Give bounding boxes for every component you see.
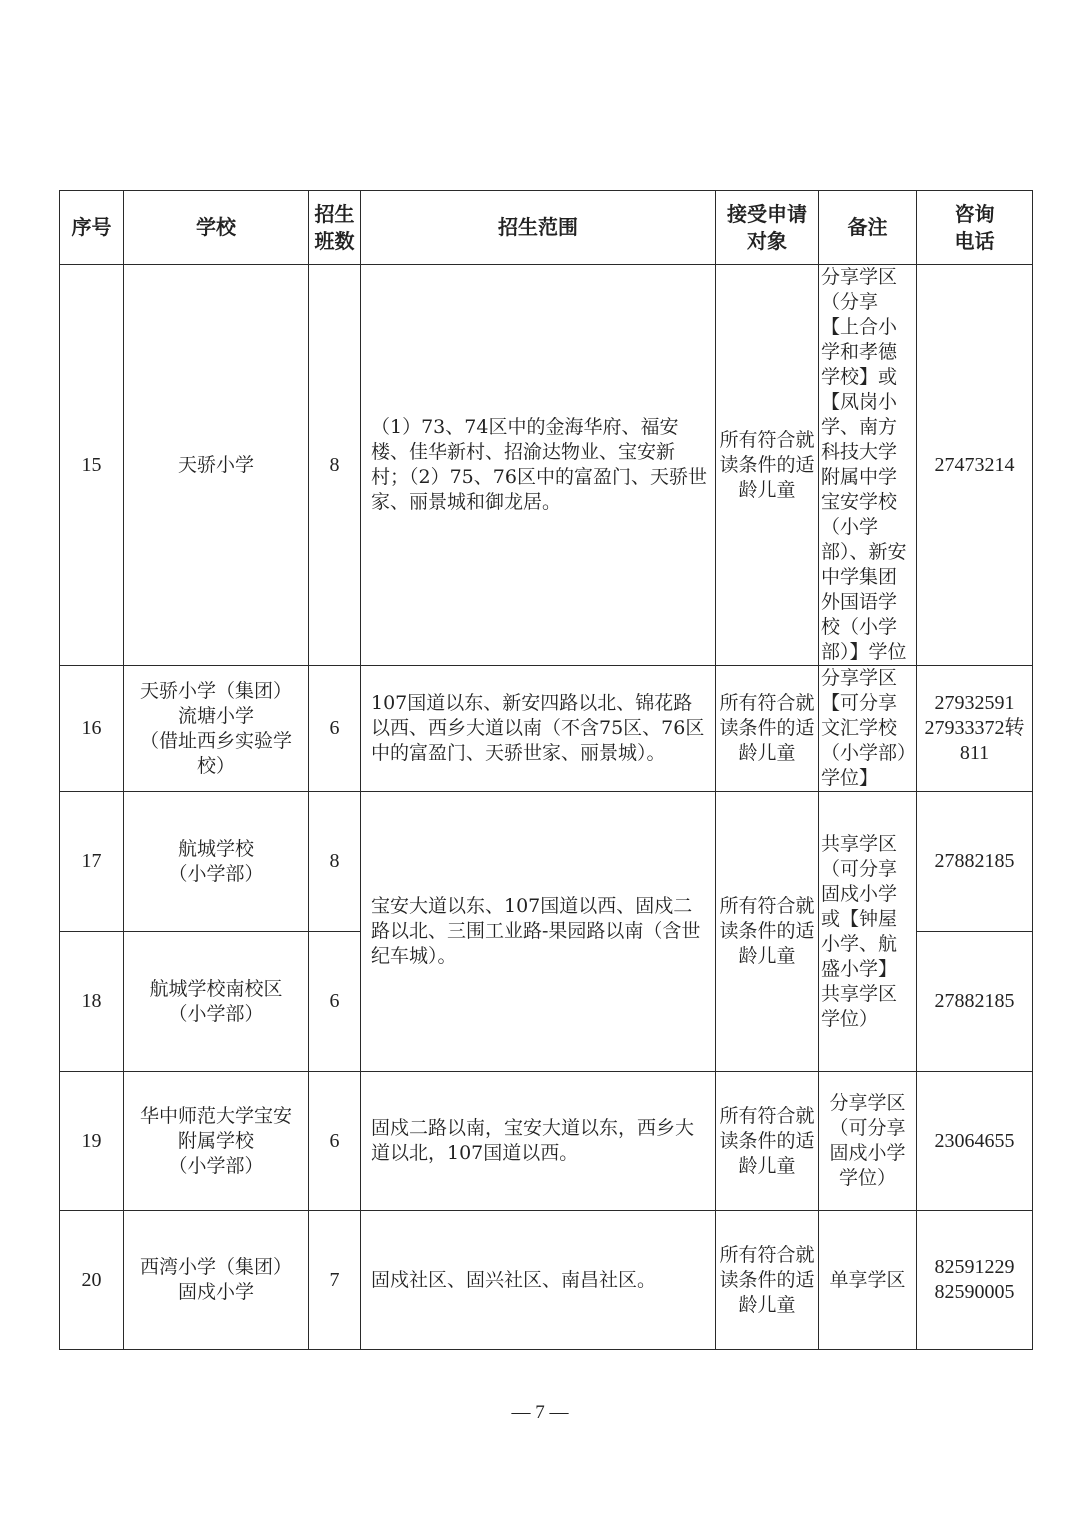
cell-seq: 18: [60, 932, 124, 1072]
cell-range: 固戍社区、固兴社区、南昌社区。: [361, 1211, 716, 1350]
cell-seq: 19: [60, 1072, 124, 1211]
cell-classes: 6: [309, 1072, 361, 1211]
cell-seq: 17: [60, 792, 124, 932]
header-row: [60, 191, 1033, 265]
cell-phone: 82591229 82590005: [917, 1211, 1033, 1350]
cell-target: 所有符合就读条件的适龄儿童: [716, 1211, 819, 1350]
table-row: [60, 792, 1033, 932]
cell-phone: 27882185: [917, 932, 1033, 1072]
cell-seq: 16: [60, 666, 124, 792]
cell-note: 共享学区（可分享固戍小学或【钟屋小学、航盛小学】共享学区学位）: [819, 792, 917, 1072]
cell-range: 固戍二路以南，宝安大道以东，西乡大道以北，107国道以西。: [361, 1072, 716, 1211]
header-classes: 招生 班数: [309, 191, 361, 265]
cell-school: 西湾小学（集团） 固戍小学: [124, 1211, 309, 1350]
cell-classes: 6: [309, 932, 361, 1072]
cell-classes: 8: [309, 265, 361, 666]
header-phone: 咨询 电话: [917, 191, 1033, 265]
cell-school: 天骄小学（集团） 流塘小学 （借址西乡实验学校）: [124, 666, 309, 792]
cell-note: 单享学区: [819, 1211, 917, 1350]
table-row: [60, 265, 1033, 666]
page-number: — 7 —: [511, 1402, 569, 1423]
cell-school: 天骄小学: [124, 265, 309, 666]
cell-seq: 20: [60, 1211, 124, 1350]
header-school: 学校: [124, 191, 309, 265]
enrollment-table: [59, 190, 1033, 1350]
cell-target: 所有符合就读条件的适龄儿童: [716, 265, 819, 666]
cell-range: 宝安大道以东、107国道以西、固戍二路以北、三围工业路-果园路以南（含世纪车城）。: [361, 792, 716, 1072]
cell-target: 所有符合就读条件的适龄儿童: [716, 666, 819, 792]
table-row: [60, 1072, 1033, 1211]
cell-school: 航城学校 （小学部）: [124, 792, 309, 932]
cell-phone: 27932591 27933372转 811: [917, 666, 1033, 792]
cell-classes: 6: [309, 666, 361, 792]
cell-phone: 27882185: [917, 792, 1033, 932]
header-seq: 序号: [60, 191, 124, 265]
cell-note: 分享学区（分享【上合小学和孝德学校】或【凤岗小学、南方科技大学附属中学宝安学校（小学部）、新安中学集团外国语学校（小学部）】学位: [819, 265, 917, 666]
cell-school: 航城学校南校区 （小学部）: [124, 932, 309, 1072]
table-row: [60, 666, 1033, 792]
header-note: 备注: [819, 191, 917, 265]
header-range: 招生范围: [361, 191, 716, 265]
table-row: [60, 1211, 1033, 1350]
cell-note: 分享学区【可分享文汇学校（小学部）学位】: [819, 666, 917, 792]
cell-classes: 7: [309, 1211, 361, 1350]
cell-range: （1）73、74区中的金海华府、福安楼、佳华新村、招渝达物业、宝安新村；（2）75、76区中的富盈门、天骄世家、丽景城和御龙居。: [361, 265, 716, 666]
cell-target: 所有符合就读条件的适龄儿童: [716, 792, 819, 1072]
header-target: 接受申请 对象: [716, 191, 819, 265]
cell-note: 分享学区（可分享固戍小学学位）: [819, 1072, 917, 1211]
cell-target: 所有符合就读条件的适龄儿童: [716, 1072, 819, 1211]
cell-phone: 27473214: [917, 265, 1033, 666]
cell-classes: 8: [309, 792, 361, 932]
cell-range: 107国道以东、新安四路以北、锦花路以西、西乡大道以南（不含75区、76区中的富盈门、天骄世家、丽景城）。: [361, 666, 716, 792]
cell-school: 华中师范大学宝安 附属学校 （小学部）: [124, 1072, 309, 1211]
cell-phone: 23064655: [917, 1072, 1033, 1211]
cell-seq: 15: [60, 265, 124, 666]
